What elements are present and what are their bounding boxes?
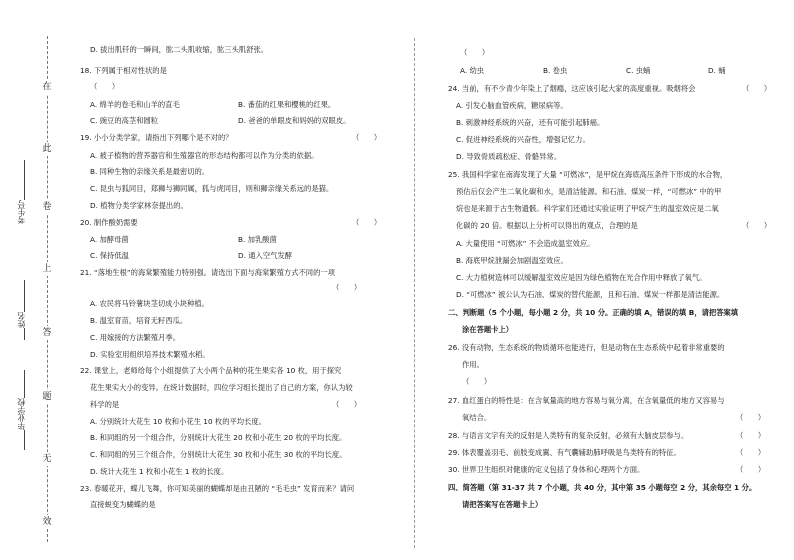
q22-option-c: C. 和同组的另三个组合作，分别统计大花生 30 枚和小花生 30 枚的平均长度。 [90,450,347,459]
q21-option-a: A. 农民将马铃薯块茎切成小块种植。 [90,299,209,308]
q27-stem-line1: 27. 血红蛋白的特性是：在含氧量高的地方容易与氧分离，在含氧量低的地方又容易与 [448,396,725,405]
q19-option-a: A. 被子植物的营养器官和生殖器官的形态结构都可以作为分类的依据。 [90,151,319,160]
q23-option-a: A. 幼虫 [460,66,485,75]
answer-paren: （ ） [332,400,362,409]
q21-option-b: B. 温室育苗，培育无籽西瓜。 [90,316,188,325]
answer-paren: （ ） [462,377,492,386]
answer-paren: （ ） [736,413,766,422]
column-divider [414,38,415,548]
q22-option-b: B. 和同组的另一个组合作，分别统计大花生 20 枚和小花生 20 枚的平均长度。 [90,433,347,442]
binding-margin [0,0,80,560]
seal-char: 效 [40,515,54,529]
q18-option-d: D. 爸爸的单眼皮和妈妈的双眼皮。 [238,116,351,125]
answer-paren: （ ） [352,133,382,142]
answer-paren: （ ） [736,431,766,440]
student-id-label: 考生号 [17,200,26,224]
q19-option-d: D. 植物分类学家林奈提出的。 [90,201,188,210]
q25-option-b: B. 海底甲烷泄漏会加剧温室效应。 [456,256,568,265]
q18-option-c: C. 豌豆的高茎和圆粒 [90,116,159,125]
name-line[interactable] [24,280,25,340]
section-4-heading: 四、简答题（第 31-37 共 7 个小题，共 40 分，其中第 35 小题每空 2 分，其余每空 1 分。 [448,483,757,492]
section-2-heading-cont: 涂在答题卡上） [462,325,514,334]
q23-option-c: C. 虫蛹 [626,66,651,75]
q20-option-d: D. 通入空气发酵 [238,251,293,260]
q20-option-c: C. 保持低温 [90,251,129,260]
answer-paren: （ ） [736,465,766,474]
q21-stem: 21. “落地生根”的海棠繁殖能力特别强。请选出下面与海棠繁殖方式不同的一项 [80,268,335,277]
name-label: 姓名 [17,312,26,328]
q25-stem-line2: 预估后仅会产生二氧化碳和水，是清洁能源。和石油、煤炭一样，“可燃冰” 中的甲 [456,187,722,196]
q29-stem: 29. 体表覆盖羽毛、前肢变成翼、有气囊辅助肺呼吸是鸟类特有的特征。 [448,448,681,457]
answer-paren: （ ） [332,283,362,292]
q24-option-b: B. 刺激神经系统的兴奋，还有可能引起肺癌。 [456,118,605,127]
q24-option-c: C. 促进神经系统的兴奋性，增强记忆力。 [456,135,590,144]
seal-char: 答 [40,326,54,340]
seal-char: 在 [40,80,54,94]
seal-char: 无 [40,452,54,466]
q30-stem: 30. 世界卫生组织对健康的定义包括了身体和心理两个方面。 [448,465,645,474]
q19-stem: 19. 小小分类学家，请指出下列哪个是不对的？ [80,133,233,142]
q25-stem-line4: 化碳的 20 倍。根据以上分析可以得出的观点，合理的是 [456,221,638,230]
q24-stem: 24. 当前，有不少青少年染上了烟瘾，这应该引起大家的高度重视。吸烟将会 [448,84,696,93]
q22-stem-line2: 花生果实大小的变异。在统计数据时，四位学习组长提出了自己的方案，你认为较 [90,383,353,392]
q27-stem-line2: 氧结合。 [462,413,492,422]
section-2-heading: 二、判断题（5 个小题，每小题 2 分，共 10 分。正确的填 A，错误的填 B，请把答案填 [448,308,739,317]
q25-option-c: C. 大力植树造林可以缓解温室效应是因为绿色植物在光合作用中释放了氧气。 [456,273,707,282]
q24-option-a: A. 引发心脑血管疾病，糖尿病等。 [456,101,568,110]
q18-stem: 18. 下列属于相对性状的是 [80,66,167,75]
answer-paren: （ ） [90,82,120,91]
q28-stem: 28. 与语言文字有关的反射是人类特有的复杂反射，必须有大脑皮层参与。 [448,431,689,440]
q23-stem-line2: 直接蜕变为蝴蝶的是 [90,500,156,509]
seal-char: 题 [40,390,54,404]
seal-char: 此 [40,142,54,156]
q22-stem-line3: 科学的是 [90,400,120,409]
section-4-heading-cont: 请把答案写在答题卡上） [462,500,543,509]
q25-option-d: D. “可燃冰” 被公认为石油、煤炭的替代能源，且和石油、煤炭一样都是清洁能源。 [456,290,725,299]
q18-option-a: A. 绵羊的卷毛和山羊的直毛 [90,100,180,109]
q26-stem-line1: 26. 没有动物，生态系统的物质循环也能进行，但是动物在生态系统中起着非常重要的 [448,343,725,352]
answer-paren: （ ） [352,218,382,227]
q21-option-d: D. 实验室用组织培养技术繁殖水稻。 [90,350,210,359]
q26-stem-line2: 作用。 [462,360,484,369]
answer-paren: （ ） [736,448,766,457]
q23-option-b: B. 卷虫 [543,66,568,75]
q25-stem-line3: 烷也是来源于古生物遗骸。科学家们还通过实验证明了甲烷产生的温室效应是二氧 [456,204,719,213]
q23-stem-line1: 23. 春暖花开，蝶儿飞舞，你可知美丽的蝴蝶却是由丑陋的 “毛毛虫” 发育而来？请问 [80,484,355,493]
q20-option-b: B. 加乳酸菌 [238,235,277,244]
q18-option-b: B. 番茄的红果和樱桃的红果。 [238,100,336,109]
q21-option-c: C. 用嫁接的方法繁殖月季。 [90,333,180,342]
seal-char: 卷 [40,200,54,214]
seal-char: 上 [40,262,54,276]
answer-paren: （ ） [460,48,490,57]
q25-option-a: A. 大量使用 “可燃冰” 不会造成温室效应。 [456,239,595,248]
q20-option-a: A. 加酵母菌 [90,235,129,244]
q23-option-d: D. 蛹 [708,66,726,75]
q17-option-d: D. 拔出肌钎的一瞬间，肱二头肌收缩，肱三头肌舒张。 [90,45,269,54]
q24-option-d: D. 导致骨质疏松症、骨骼异常。 [456,152,562,161]
q25-stem-line1: 25. 我国科学家在南海发现了大量 “可燃冰”，是甲烷在海底高压条件下形成的水合物， [448,170,728,179]
q22-option-d: D. 统计大花生 1 枚和小花生 1 枚的长度。 [90,467,229,476]
seal-dashed-line [47,36,48,542]
q22-stem-line1: 22. 课堂上，老师给每个小组提供了大小两个品种的花生果实各 10 枚，用于探究 [80,366,342,375]
q22-option-a: A. 分别统计大花生 10 枚和小花生 10 枚的平均长度。 [90,417,266,426]
q20-stem: 20. 制作酸奶需要 [80,218,138,227]
q19-option-b: B. 同种生物的亲缘关系是最密切的。 [90,167,210,176]
q19-option-c: C. 昆虫与狐同目，郑狮与狮同属，狐与虎同目，则和狮亲缘关系远的是猫。 [90,184,334,193]
school-label: 毕业学校 [17,398,26,430]
answer-paren: （ ） [742,221,772,230]
answer-paren: （ ） [742,84,772,93]
